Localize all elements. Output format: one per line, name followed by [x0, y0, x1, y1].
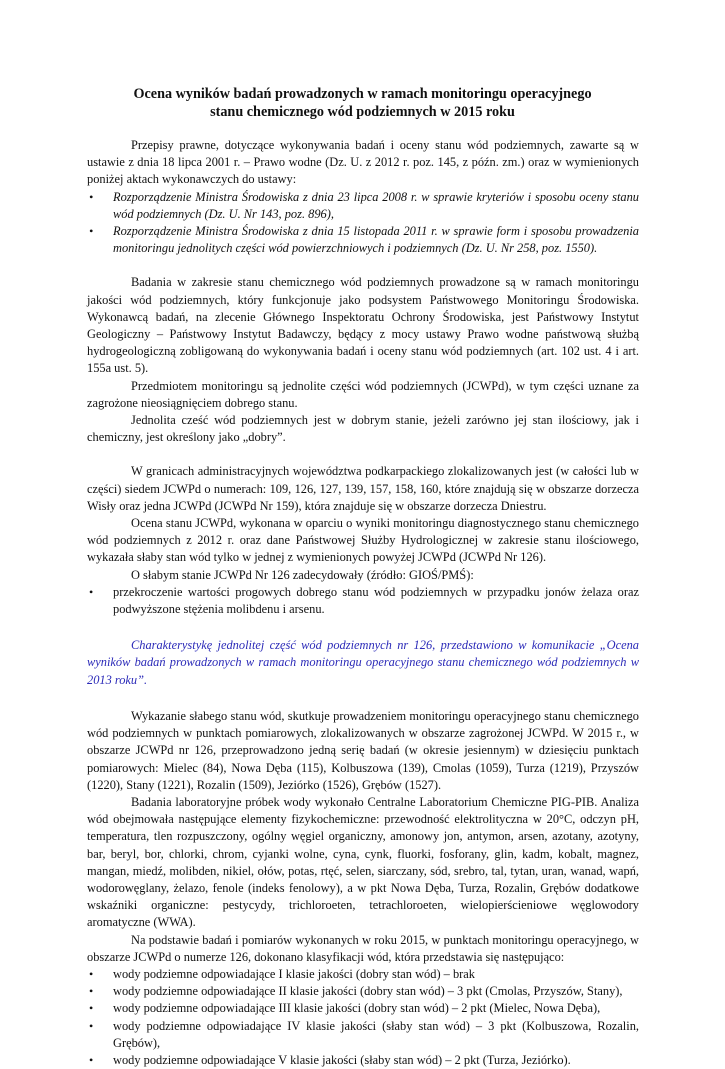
weak-reasons-list [87, 584, 639, 618]
document-title [85, 86, 640, 121]
list-item [87, 983, 639, 1000]
classes-list [87, 966, 639, 1069]
weak-reason-text: przekroczenie wartości progowych dobrego stanu wód podziemnych w przypadku jonów żelaza oraz podwyższone stężenia molibdenu i arsenu. [113, 584, 639, 617]
list-item [87, 1000, 639, 1017]
monitoring-paragraph: Badania w zakresie stanu chemicznego wód podziemnych prowadzone są w ramach monitoringu jakości wód podziemnych, który funkcjonuje jako podsystem Państwowego Monitoringu Środowiska. Wykonawcą badań, na zlecenie Głównego Inspektoratu Ochrony Środowiska, jest Państwowy Instytut Geologiczny – Państwowy Instytut Badawczy, będący z mocy ustawy Prawo wodne państwową służbą hydrogeologiczną zobligowaną do wykonywania badań i oceny stanu wód podziemnych (art. 102 ust. 4 i art. 155a ust. 5). [87, 275, 639, 376]
class-text: wody podziemne odpowiadające III klasie jakości (dobry stan wód) – 2 pkt (Mielec, Nowa Dęba), [113, 1001, 601, 1016]
bullet-icon: • [89, 584, 94, 599]
classification-paragraph: Na podstawie badań i pomiarów wykonanych w roku 2015, w punktach monitoringu operacyjnego, w obszarze JCWPd o numerze 126, dokonano klasyfikacji wód, która przedstawia się następująco: [87, 932, 639, 964]
title-line-2: stanu chemicznego wód podziemnych w 2015 roku [210, 103, 515, 120]
class-text: wody podziemne odpowiadające IV klasie jakości (słaby stan wód) – 3 pkt (Kolbuszowa, Rozalin, Grębów), [113, 1018, 639, 1050]
title-line-1: Ocena wyników badań prowadzonych w ramach monitoringu operacyjnego [133, 86, 592, 102]
bullet-icon: • [89, 189, 94, 204]
bullet-icon: • [89, 984, 94, 999]
weak-state-paragraph: O słabym stanie JCWPd Nr 126 zadecydowały (źródło: GIOŚ/PMŚ): [131, 567, 474, 582]
regulation-text: Rozporządzenie Ministra Środowiska z dnia 23 lipca 2008 r. w sprawie kryteriów i sposobu oceny stanu wód podziemnych (Dz. U. Nr 143, poz. 896), [113, 189, 639, 221]
list-item [87, 189, 639, 223]
subject-paragraph: Przedmiotem monitoringu są jednolite części wód podziemnych (JCWPd), w tym części uznane za zagrożone nieosiągnięciem dobrego stanu. [87, 378, 639, 410]
class-text: wody podziemne odpowiadające II klasie jakości (dobry stan wód) – 3 pkt (Cmolas, Przyszów, Stany), [113, 984, 623, 999]
list-item [87, 966, 639, 983]
regulation-text: Rozporządzenie Ministra Środowiska z dnia 15 listopada 2011 r. w sprawie form i sposobu prowadzenia monitoringu jednolitych części wód powierzchniowych i podziemnych (Dz. U. Nr 258, poz. 1550). [113, 224, 639, 256]
list-item [87, 1052, 639, 1069]
regulations-list [87, 189, 639, 258]
laboratory-paragraph: Badania laboratoryjne próbek wody wykonało Centralne Laboratorium Chemiczne PIG-PIB. Analiza wód obejmowała następujące elementy fizykochemiczne: przewodność elektrolityczna w 20°C, odczyn pH, temperatura, tlen rozpuszczony, ogólny węgiel organiczny, amonowy jon, antymon, arsen, azotany, azotyny, bar, beryl, bor, chlorki, chrom, cyjanki wolne, cyna, cynk, fluorki, fosforany, glin, kadm, kobalt, magnez, mangan, miedź, molibden, nikiel, ołów, potas, rtęć, selen, siarczany, sód, srebro, tal, tytan, uran, wanad, wapń, wodorowęglany, żelazo, fenole (indeks fenolowy), a w pkt Nowa Dęba, Turza, Rozalin, Grębów dodatkowe wskaźniki organiczne: pestycydy, trichloroeten, tetrachloroeten, wielopierścieniowe węglowodory aromatyczne (WWA). [87, 794, 639, 930]
class-text: wody podziemne odpowiadające I klasie jakości (dobry stan wód) – brak [113, 966, 475, 981]
class-text: wody podziemne odpowiadające V klasie jakości (słaby stan wód) – 2 pkt (Turza, Jeziórko). [113, 1052, 571, 1067]
bullet-icon: • [89, 966, 94, 981]
list-item [87, 1018, 639, 1052]
bullet-icon: • [89, 224, 94, 239]
sampling-paragraph: Wykazanie słabego stanu wód, skutkuje prowadzeniem monitoringu operacyjnego stanu chemicznego wód podziemnych w punktach pomiarowych, zlokalizowanych w obszarze zagrożonej JCWPd. W 2015 r., w obszarze JCWPd nr 126, przeprowadzono jedną serię badań (w okresie jesiennym) w dziesięciu punktach pomiarowych: Mielec (84), Nowa Dęba (115), Kolbuszowa (139), Cmolas (1059), Turza (1219), Przyszów (1220), Stany (1221), Rozalin (1509), Jeziórko (1526), Grębów (1527). [87, 708, 639, 792]
bullet-icon: • [89, 1052, 94, 1067]
list-item [87, 223, 639, 257]
characteristic-link[interactable]: Charakterystykę jednolitej część wód podziemnych nr 126, przedstawiono w komunikacie „Ocena wyników badań prowadzonych w ramach monitoringu operacyjnego stanu chemicznego wód podziemnych w 2013 roku”. [87, 638, 639, 687]
bullet-icon: • [89, 1001, 94, 1016]
assessment-paragraph: Ocena stanu JCWPd, wykonana w oparciu o wyniki monitoringu diagnostycznego stanu chemicznego wód podziemnych z 2012 r. oraz dane Państwowej Służby Hydrologicznej w zakresie stanu ilościowego, wykazała słaby stan wód tylko w jednej z wymienionych powyżej JCWPd (JCWPd Nr 126). [87, 516, 639, 565]
list-item [87, 584, 639, 618]
document-body [87, 137, 639, 1069]
region-paragraph: W granicach administracyjnych województwa podkarpackiego zlokalizowanych jest (w całości lub w części) siedem JCWPd o numerach: 109, 126, 127, 139, 157, 158, 160, które znajdują się w obszarze dorzecza Wisły oraz jedna JCWPd (JCWPd Nr 159), która znajduje się w obszarze dorzecza Dniestru. [87, 464, 639, 513]
intro-paragraph: Przepisy prawne, dotyczące wykonywania badań i oceny stanu wód podziemnych, zawarte są w ustawie z dnia 18 lipca 2001 r. – Prawo wodne (Dz. U. z 2012 r. poz. 145, z późn. zm.) oraz w wymienionych poniżej aktach wykonawczych do ustawy: [87, 138, 639, 187]
bullet-icon: • [89, 1018, 94, 1033]
good-state-paragraph: Jednolita cześć wód podziemnych jest w dobrym stanie, jeżeli zarówno jej stan ilościowy, jak i chemiczny, jest określony jako „dobry”. [87, 413, 639, 445]
